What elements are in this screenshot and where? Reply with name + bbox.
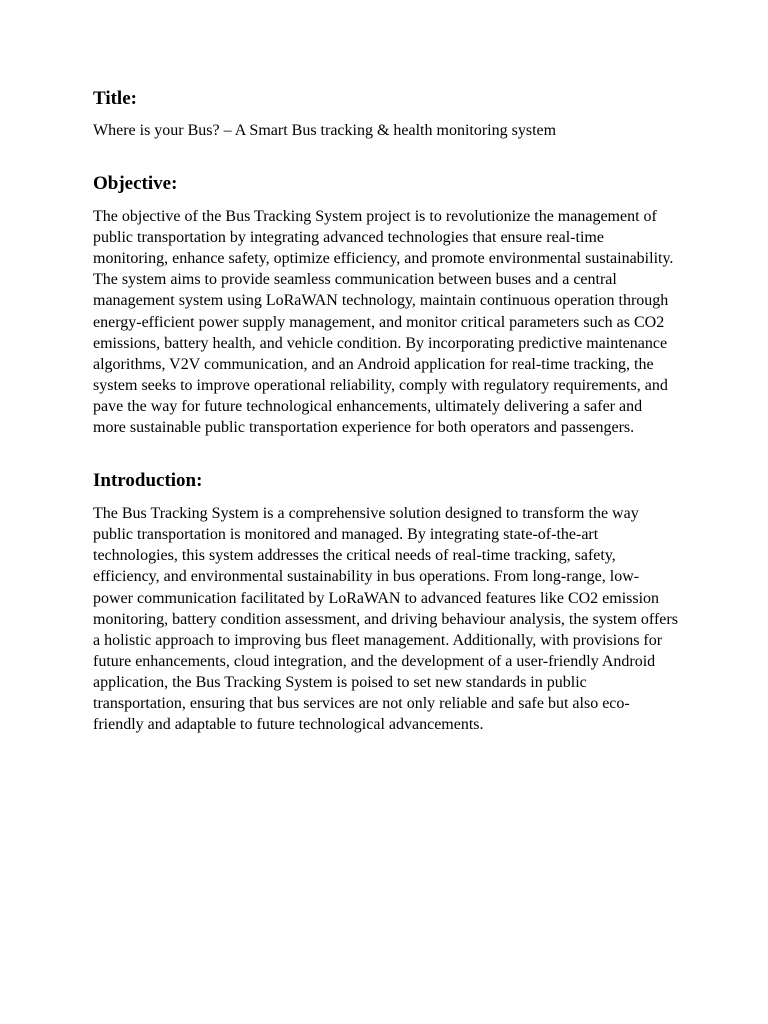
introduction-heading: Introduction:	[93, 470, 203, 492]
introduction-section	[93, 470, 678, 735]
document-page	[93, 88, 678, 735]
introduction-paragraph: The Bus Tracking System is a comprehensive solution designed to transform the way public transportation is monitored and managed. By integrating state-of-the-art technologies, this system addresses the critical needs of real-time tracking, safety, efficiency, and environmental sustainability in bus operations. From long-range, low-power communication facilitated by LoRaWAN to advanced features like CO2 emission monitoring, battery condition assessment, and driving behaviour analysis, the system offers a holistic approach to improving bus fleet management. Additionally, with provisions for future enhancements, cloud integration, and the development of a user-friendly Android application, the Bus Tracking System is poised to set new standards in public transportation, ensuring that bus services are not only reliable and safe but also eco-friendly and adaptable to future technological advancements.	[93, 505, 678, 734]
title-section	[93, 88, 678, 141]
objective-paragraph: The objective of the Bus Tracking System project is to revolutionize the management of public transportation by integrating advanced technologies that ensure real-time monitoring, enhance safety, optimize efficiency, and promote environmental sustainability. The system aims to provide seamless communication between buses and a central management system using LoRaWAN technology, maintain continuous operation through energy-efficient power supply management, and monitor critical parameters such as CO2 emissions, battery health, and vehicle condition. By incorporating predictive maintenance algorithms, V2V communication, and an Android application for real-time tracking, the system seeks to improve operational reliability, comply with regulatory requirements, and pave the way for future technological enhancements, ultimately delivering a safer and more sustainable public transportation experience for both operators and passengers.	[93, 208, 674, 437]
title-text: Where is your Bus? – A Smart Bus tracking & health monitoring system	[93, 122, 557, 139]
objective-heading: Objective:	[93, 173, 178, 195]
objective-section	[93, 173, 678, 438]
title-heading: Title:	[93, 88, 137, 109]
